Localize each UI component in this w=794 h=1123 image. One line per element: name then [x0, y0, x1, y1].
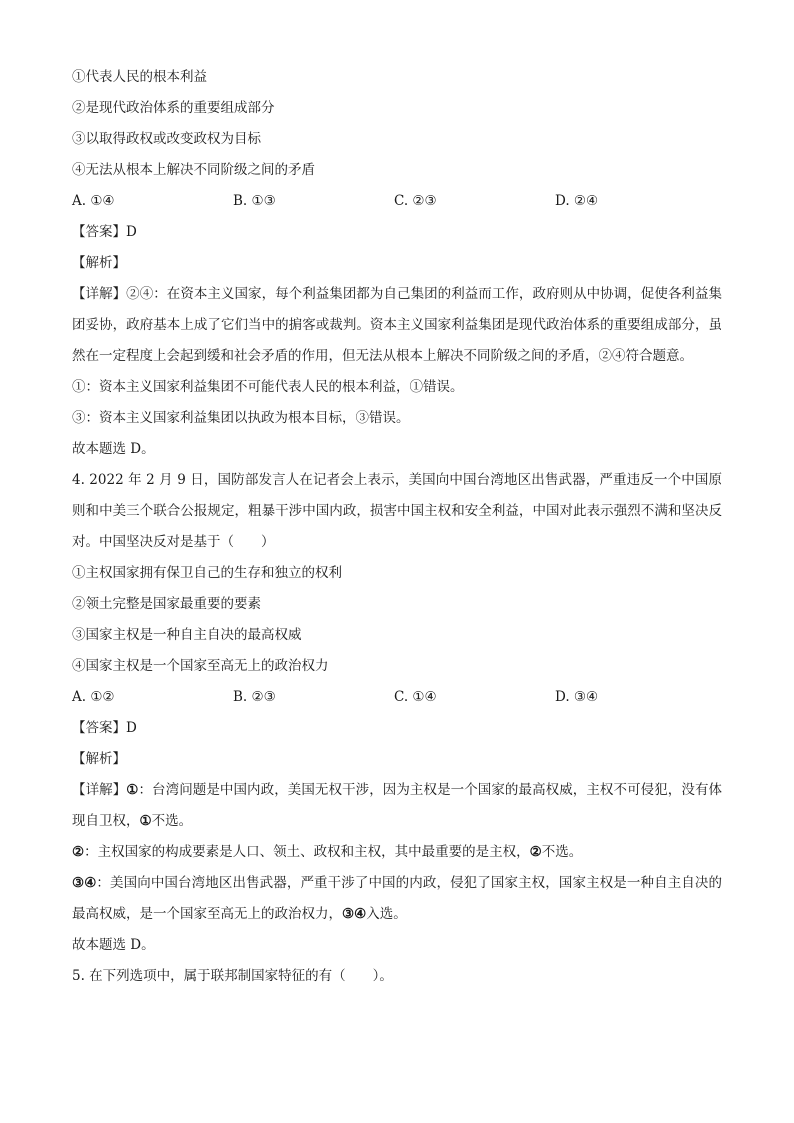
q4-conclusion: 故本题选 D。 — [72, 937, 155, 953]
q4-options — [72, 682, 722, 713]
q4-detail-2 — [72, 837, 722, 868]
q4-detail-3-mark-end: ③④ — [342, 906, 367, 922]
q4-detail-1-tail: 不选。 — [151, 813, 193, 829]
q3-options — [72, 186, 722, 217]
q4-detail-3 — [72, 868, 722, 930]
q3-option-d: D. ②④ — [555, 193, 599, 209]
q4-detail-3-text: ：美国向中国台湾地区出售武器，严重干涉了中国的内政，侵犯了国家主权，国家主权是一种自主自决的最高权威，是一个国家至高无上的政治权力， — [72, 875, 722, 922]
q4-statement-2: ②领土完整是国家最重要的要素 — [72, 596, 261, 612]
q3-option-a: A. ①④ — [72, 193, 115, 209]
q4-detail-1 — [72, 775, 722, 837]
q4-detail-2-text: ：主权国家的构成要素是人口、领土、政权和主权，其中最重要的是主权， — [84, 844, 530, 860]
q4-detail-2-mark: ② — [72, 844, 85, 860]
q3-statement-4: ④无法从根本上解决不同阶级之间的矛盾 — [72, 162, 315, 178]
q3-detail-label: 【详解】 — [72, 286, 127, 302]
q4-detail-3-tail: 入选。 — [366, 906, 407, 922]
q4-option-d: D. ③④ — [555, 689, 599, 705]
q4-statement-1: ①主权国家拥有保卫自己的生存和独立的权利 — [72, 565, 342, 581]
q3-note-2: ③：资本主义国家利益集团以执政为根本目标，③错误。 — [72, 410, 410, 426]
q4-option-c: C. ①④ — [394, 689, 437, 705]
q3-option-c: C. ②③ — [394, 193, 437, 209]
q4-detail-1-text: ：台湾问题是中国内政，美国无权干涉，因为主权是一个国家的最高权威，主权不可侵犯，没有体现自卫权， — [72, 782, 723, 829]
q5-stem: 5. 在下列选项中，属于联邦制国家特征的有（ ）。 — [72, 968, 393, 984]
q4-option-a: A. ①② — [72, 689, 115, 705]
q4-detail-2-tail: 不选。 — [541, 844, 583, 860]
q3-conclusion: 故本题选 D。 — [72, 441, 155, 457]
q3-detail-text: ②④：在资本主义国家，每个利益集团都为自己集团的利益而工作，政府则从中协调，促使各利益集团妥协，政府基本上成了它们当中的掮客或裁判。资本主义国家利益集团是现代政治体系的重要组成部分，虽然在一定程度上会起到缓和社会矛盾的作用，但无法从根本上解决不同阶级之间的矛盾，②④符合题意。 — [72, 286, 723, 364]
q4-detail-1-mark-end: ① — [139, 813, 152, 829]
q3-statement-3: ③以取得政权或改变政权为目标 — [72, 131, 261, 147]
q4-statement-4: ④国家主权是一个国家至高无上的政治权力 — [72, 658, 329, 674]
q4-stem: 4. 2022 年 2 月 9 日，国防部发言人在记者会上表示，美国向中国台湾地区出售武器，严重违反一个中国原则和中美三个联合公报规定，粗暴干涉中国内政，损害中国主权和安全利益，中国对此表示强烈不满和坚决反对。中国坚决反对是基于（ ） — [72, 472, 722, 550]
q4-statement-3: ③国家主权是一种自主自决的最高权威 — [72, 627, 302, 643]
q4-answer: 【答案】D — [72, 720, 137, 736]
q3-detail — [72, 279, 722, 372]
q3-option-b: B. ①③ — [233, 193, 276, 209]
q4-detail-label: 【详解】 — [72, 782, 127, 798]
q4-detail-3-mark: ③④ — [72, 875, 97, 891]
q3-statement-1: ①代表人民的根本利益 — [72, 69, 207, 85]
q4-option-b: B. ②③ — [233, 689, 276, 705]
document-page — [72, 62, 722, 992]
q4-detail-2-mark-end: ② — [529, 844, 542, 860]
q3-statement-2: ②是现代政治体系的重要组成部分 — [72, 100, 275, 116]
q3-answer: 【答案】D — [72, 224, 137, 240]
q3-analysis-label: 【解析】 — [72, 255, 126, 271]
q4-detail-1-mark: ① — [126, 782, 139, 798]
q4-analysis-label: 【解析】 — [72, 751, 126, 767]
q3-note-1: ①：资本主义国家利益集团不可能代表人民的根本利益，①错误。 — [72, 379, 464, 395]
